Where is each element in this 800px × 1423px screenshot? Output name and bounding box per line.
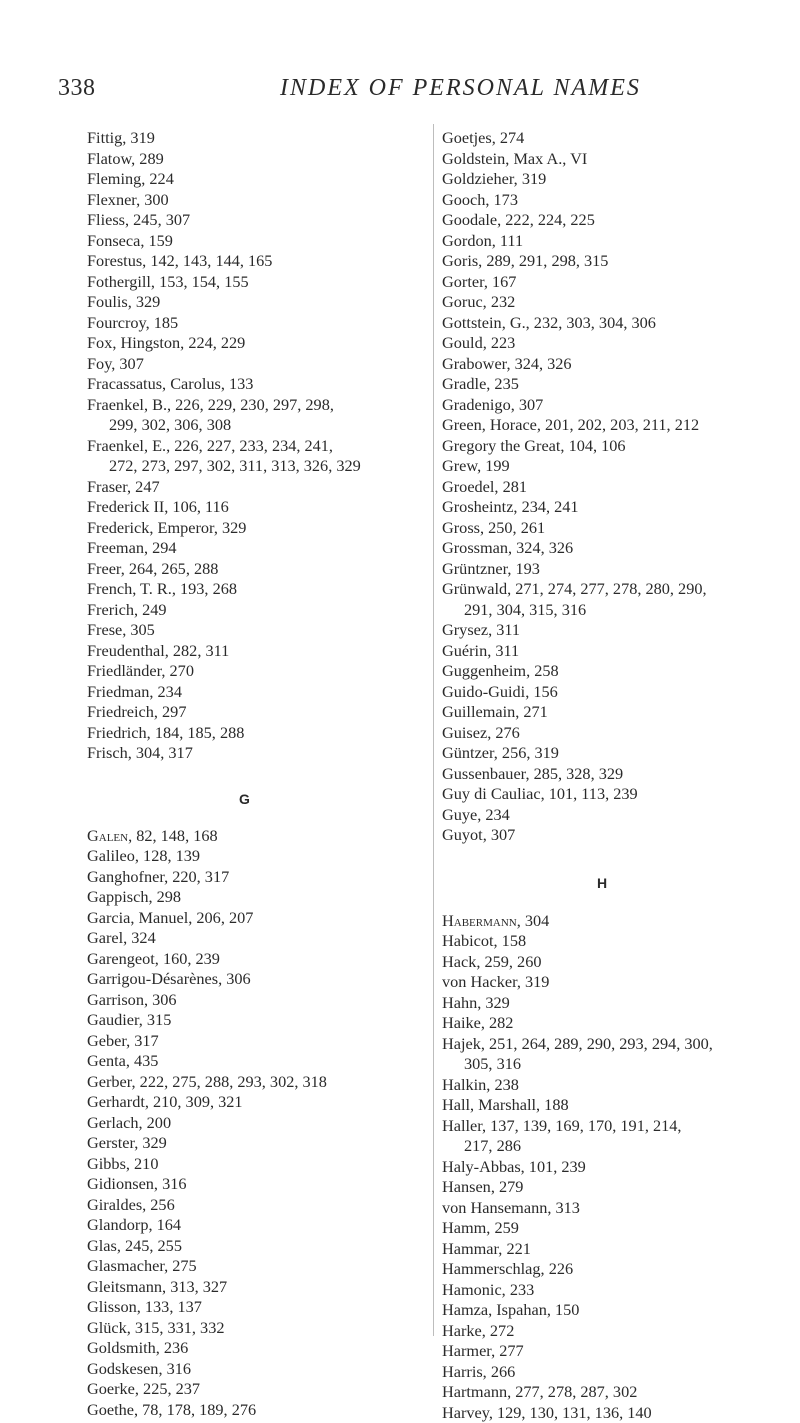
entry-text: Friedländer, 270 [87, 661, 194, 680]
entry-text: Goetjes, 274 [442, 128, 524, 147]
index-entry [87, 579, 462, 600]
index-entry [87, 887, 462, 908]
index-entry [442, 1382, 782, 1403]
index-entry [442, 784, 782, 805]
index-entry [87, 231, 462, 252]
index-entry [442, 395, 782, 416]
entry-text: Güntzer, 256, 319 [442, 743, 559, 762]
entry-text: Fourcroy, 185 [87, 313, 178, 332]
left-column [87, 128, 462, 1420]
entry-text: Friedman, 234 [87, 682, 182, 701]
entry-text: Fraenkel, E., 226, 227, 233, 234, 241, [87, 436, 333, 455]
index-entry [442, 993, 782, 1014]
entry-text: Garcia, Manuel, 206, 207 [87, 908, 253, 927]
entry-text: Harke, 272 [442, 1321, 514, 1340]
entry-text: Garrison, 306 [87, 990, 177, 1009]
entry-text: Grünwald, 271, 274, 277, 278, 280, 290, [442, 579, 707, 598]
entry-text: Genta, 435 [87, 1051, 158, 1070]
index-entry [442, 952, 782, 973]
entry-text: Freeman, 294 [87, 538, 177, 557]
entries-f [87, 128, 462, 764]
entry-text: Haike, 282 [442, 1013, 513, 1032]
entry-text: Hahn, 329 [442, 993, 510, 1012]
entry-text: Gerber, 222, 275, 288, 293, 302, 318 [87, 1072, 327, 1091]
index-entry [87, 969, 462, 990]
entry-text: Gleitsmann, 313, 327 [87, 1277, 227, 1296]
index-entry [87, 702, 462, 723]
index-entry [87, 949, 462, 970]
entry-text: Goruc, 232 [442, 292, 515, 311]
index-entry [87, 1051, 462, 1072]
index-entry [87, 743, 462, 764]
entry-text: Habermann, 304 [442, 911, 549, 930]
index-entry [442, 272, 782, 293]
entry-text: Ganghofner, 220, 317 [87, 867, 229, 886]
entry-text: Foy, 307 [87, 354, 144, 373]
entry-text: Goerke, 225, 237 [87, 1379, 200, 1398]
entry-text: Hamza, Ispahan, 150 [442, 1300, 579, 1319]
entry-text: Forestus, 142, 143, 144, 165 [87, 251, 272, 270]
entry-continuation: 217, 286 [464, 1136, 521, 1155]
index-entry [87, 1072, 462, 1093]
index-entry [442, 661, 782, 682]
entry-text: Gappisch, 298 [87, 887, 181, 906]
entry-text: Glasmacher, 275 [87, 1256, 197, 1275]
entry-text: Fraser, 247 [87, 477, 160, 496]
entry-text: Frese, 305 [87, 620, 155, 639]
index-entry [87, 272, 462, 293]
index-entry [87, 251, 462, 272]
entry-text: Freer, 264, 265, 288 [87, 559, 218, 578]
index-entry [87, 354, 462, 375]
index-entry [87, 1113, 462, 1134]
entry-text: von Hacker, 319 [442, 972, 549, 991]
entry-continuation: 305, 316 [464, 1054, 521, 1073]
entry-text: von Hansemann, 313 [442, 1198, 580, 1217]
entry-text: Gordon, 111 [442, 231, 523, 250]
entry-text: Grüntzner, 193 [442, 559, 540, 578]
entry-text: Frisch, 304, 317 [87, 743, 193, 762]
index-entry [87, 1154, 462, 1175]
index-entry [87, 1010, 462, 1031]
index-entry [87, 682, 462, 703]
index-entry [442, 1300, 782, 1321]
entry-text: Gerhardt, 210, 309, 321 [87, 1092, 243, 1111]
index-entry [87, 1256, 462, 1277]
entry-text: Goethe, 78, 178, 189, 276 [87, 1400, 256, 1419]
entry-text: Friedrich, 184, 185, 288 [87, 723, 244, 742]
entry-text: Guido-Guidi, 156 [442, 682, 558, 701]
entry-text: Fliess, 245, 307 [87, 210, 190, 229]
entry-text: Fracassatus, Carolus, 133 [87, 374, 253, 393]
index-entry [442, 1239, 782, 1260]
index-entry [442, 1321, 782, 1342]
index-entry [442, 456, 782, 477]
entry-text: Galen, 82, 148, 168 [87, 826, 218, 845]
entry-text: Fleming, 224 [87, 169, 174, 188]
index-entry [442, 1013, 782, 1034]
entry-text: Frerich, 249 [87, 600, 167, 619]
entry-text: Hamm, 259 [442, 1218, 519, 1237]
index-entry [87, 1092, 462, 1113]
entry-text: Gidionsen, 316 [87, 1174, 187, 1193]
index-entry [442, 972, 782, 993]
index-entry [87, 867, 462, 888]
index-entry [442, 1075, 782, 1096]
entry-text: Haller, 137, 139, 169, 170, 191, 214, [442, 1116, 681, 1135]
entry-text: Friedreich, 297 [87, 702, 186, 721]
entry-text: Grossman, 324, 326 [442, 538, 573, 557]
index-entry [442, 805, 782, 826]
entry-text: Gradenigo, 307 [442, 395, 543, 414]
entry-text: Fothergill, 153, 154, 155 [87, 272, 249, 291]
entry-text: Goldsmith, 236 [87, 1338, 188, 1357]
entries-h [442, 911, 782, 1423]
index-entry [87, 1400, 462, 1421]
index-entry [442, 1341, 782, 1362]
index-entry [442, 497, 782, 518]
index-entry [442, 911, 782, 932]
index-entry [87, 620, 462, 641]
index-entry [442, 620, 782, 641]
entry-text: Garengeot, 160, 239 [87, 949, 220, 968]
index-entry [87, 1215, 462, 1236]
index-entry [87, 149, 462, 170]
entry-text: Frederick, Emperor, 329 [87, 518, 246, 537]
entry-continuation: 299, 302, 306, 308 [109, 415, 231, 434]
index-entry [442, 579, 782, 620]
index-entry [442, 149, 782, 170]
index-entry [442, 1116, 782, 1157]
index-entry [442, 169, 782, 190]
index-entry [442, 477, 782, 498]
entry-text: Glisson, 133, 137 [87, 1297, 202, 1316]
entry-text: Grew, 199 [442, 456, 510, 475]
page-number: 338 [58, 75, 96, 102]
index-entry [442, 1218, 782, 1239]
index-entry [87, 477, 462, 498]
entry-text: Glück, 315, 331, 332 [87, 1318, 224, 1337]
entry-text: Hall, Marshall, 188 [442, 1095, 569, 1114]
entry-text: Haly-Abbas, 101, 239 [442, 1157, 586, 1176]
index-entry [87, 1174, 462, 1195]
right-column [442, 128, 782, 1423]
index-entry [442, 702, 782, 723]
entry-text: Gerlach, 200 [87, 1113, 171, 1132]
index-entry [87, 436, 462, 477]
entry-text: Gooch, 173 [442, 190, 518, 209]
index-entry [87, 990, 462, 1011]
index-entry [87, 1338, 462, 1359]
entry-text: Halkin, 238 [442, 1075, 519, 1094]
entry-text: Hammerschlag, 226 [442, 1259, 573, 1278]
entry-text: Fonseca, 159 [87, 231, 173, 250]
entry-text: Gaudier, 315 [87, 1010, 171, 1029]
index-entry [87, 1133, 462, 1154]
entry-text: Guillemain, 271 [442, 702, 548, 721]
entry-text: Green, Horace, 201, 202, 203, 211, 212 [442, 415, 699, 434]
page-header [58, 75, 758, 115]
entry-text: Godskesen, 316 [87, 1359, 191, 1378]
index-entry [87, 1318, 462, 1339]
index-entry [442, 1259, 782, 1280]
index-entry [442, 518, 782, 539]
index-entry [442, 764, 782, 785]
index-entry [87, 641, 462, 662]
entry-text: Guérin, 311 [442, 641, 519, 660]
entry-text: Giraldes, 256 [87, 1195, 175, 1214]
entry-text: Guy di Cauliac, 101, 113, 239 [442, 784, 638, 803]
entry-text: Hansen, 279 [442, 1177, 523, 1196]
entry-text: Hartmann, 277, 278, 287, 302 [442, 1382, 637, 1401]
index-entry [442, 251, 782, 272]
index-entry [87, 333, 462, 354]
index-entry [442, 190, 782, 211]
entry-text: Garrigou-Désarènes, 306 [87, 969, 251, 988]
index-entry [87, 723, 462, 744]
entry-text: Habicot, 158 [442, 931, 526, 950]
entry-text: Galileo, 128, 139 [87, 846, 200, 865]
entry-text: Hack, 259, 260 [442, 952, 541, 971]
index-entry [87, 518, 462, 539]
index-entry [442, 743, 782, 764]
index-entry [442, 354, 782, 375]
index-entry [87, 600, 462, 621]
index-entry [442, 931, 782, 952]
index-entry [87, 292, 462, 313]
entry-text: Fittig, 319 [87, 128, 155, 147]
index-entry [87, 374, 462, 395]
entries-g [87, 826, 462, 1421]
index-entry [442, 415, 782, 436]
entry-text: Foulis, 329 [87, 292, 160, 311]
entry-continuation: 272, 273, 297, 302, 311, 313, 326, 329 [109, 456, 361, 475]
index-entry [87, 1277, 462, 1298]
index-entry [442, 538, 782, 559]
index-entry [442, 292, 782, 313]
entry-text: Goodale, 222, 224, 225 [442, 210, 595, 229]
index-entry [87, 497, 462, 518]
index-entry [442, 1177, 782, 1198]
entry-text: French, T. R., 193, 268 [87, 579, 237, 598]
entry-text: Fraenkel, B., 226, 229, 230, 297, 298, [87, 395, 334, 414]
entry-text: Guggenheim, 258 [442, 661, 559, 680]
entry-text: Gussenbauer, 285, 328, 329 [442, 764, 623, 783]
entry-text: Flexner, 300 [87, 190, 169, 209]
index-entry [442, 1034, 782, 1075]
entry-text: Gregory the Great, 104, 106 [442, 436, 626, 455]
index-entry [442, 128, 782, 149]
index-entry [442, 231, 782, 252]
index-entry [442, 559, 782, 580]
index-entry [87, 1236, 462, 1257]
entry-text: Guye, 234 [442, 805, 510, 824]
index-entry [442, 1157, 782, 1178]
entry-text: Gould, 223 [442, 333, 515, 352]
entry-text: Gross, 250, 261 [442, 518, 545, 537]
index-entry [87, 190, 462, 211]
index-entry [442, 1403, 782, 1423]
entry-text: Harris, 266 [442, 1362, 515, 1381]
entry-text: Flatow, 289 [87, 149, 164, 168]
entry-text: Gradle, 235 [442, 374, 519, 393]
index-entry [442, 1198, 782, 1219]
index-entry [87, 313, 462, 334]
index-entry [442, 1280, 782, 1301]
entry-text: Hammar, 221 [442, 1239, 531, 1258]
index-entry [87, 928, 462, 949]
entry-text: Garel, 324 [87, 928, 156, 947]
entry-text: Gerster, 329 [87, 1133, 167, 1152]
index-entry [87, 826, 462, 847]
entry-text: Frederick II, 106, 116 [87, 497, 229, 516]
entry-text: Gibbs, 210 [87, 1154, 158, 1173]
index-entry [442, 825, 782, 846]
index-entry [87, 661, 462, 682]
entry-continuation: 291, 304, 315, 316 [464, 600, 586, 619]
index-entry [442, 641, 782, 662]
entry-text: Goldzieher, 319 [442, 169, 546, 188]
entry-text: Groedel, 281 [442, 477, 527, 496]
index-entry [442, 723, 782, 744]
entry-text: Grabower, 324, 326 [442, 354, 572, 373]
entry-text: Glas, 245, 255 [87, 1236, 182, 1255]
index-entry [87, 559, 462, 580]
index-entry [442, 436, 782, 457]
index-entry [442, 1095, 782, 1116]
index-entry [87, 1379, 462, 1400]
index-entry [442, 374, 782, 395]
index-entry [87, 908, 462, 929]
index-entry [442, 333, 782, 354]
index-entry [87, 1195, 462, 1216]
entry-text: Geber, 317 [87, 1031, 159, 1050]
index-entry [87, 128, 462, 149]
entry-text: Fox, Hingston, 224, 229 [87, 333, 245, 352]
section-letter-h: H [442, 873, 782, 893]
entry-text: Guyot, 307 [442, 825, 515, 844]
index-entry [87, 1297, 462, 1318]
index-entry [442, 313, 782, 334]
index-entry [87, 538, 462, 559]
index-entry [87, 846, 462, 867]
entry-text: Harmer, 277 [442, 1341, 524, 1360]
index-entry [87, 1359, 462, 1380]
entry-text: Hamonic, 233 [442, 1280, 534, 1299]
entry-text: Gottstein, G., 232, 303, 304, 306 [442, 313, 656, 332]
page-title: INDEX OF PERSONAL NAMES [280, 75, 641, 102]
index-entry [442, 682, 782, 703]
index-entry [87, 169, 462, 190]
entry-text: Freudenthal, 282, 311 [87, 641, 229, 660]
index-entry [442, 1362, 782, 1383]
entry-text: Gorter, 167 [442, 272, 516, 291]
index-entry [87, 395, 462, 436]
entry-text: Grosheintz, 234, 241 [442, 497, 579, 516]
entry-text: Glandorp, 164 [87, 1215, 181, 1234]
index-entry [442, 210, 782, 231]
entry-text: Harvey, 129, 130, 131, 136, 140 [442, 1403, 652, 1422]
entry-text: Goris, 289, 291, 298, 315 [442, 251, 608, 270]
entries-g-continued [442, 128, 782, 846]
section-letter-g: G [87, 789, 462, 809]
entry-text: Hajek, 251, 264, 289, 290, 293, 294, 300, [442, 1034, 713, 1053]
entry-text: Goldstein, Max A., VI [442, 149, 587, 168]
entry-text: Grysez, 311 [442, 620, 520, 639]
entry-text: Guisez, 276 [442, 723, 520, 742]
index-entry [87, 210, 462, 231]
index-entry [87, 1031, 462, 1052]
